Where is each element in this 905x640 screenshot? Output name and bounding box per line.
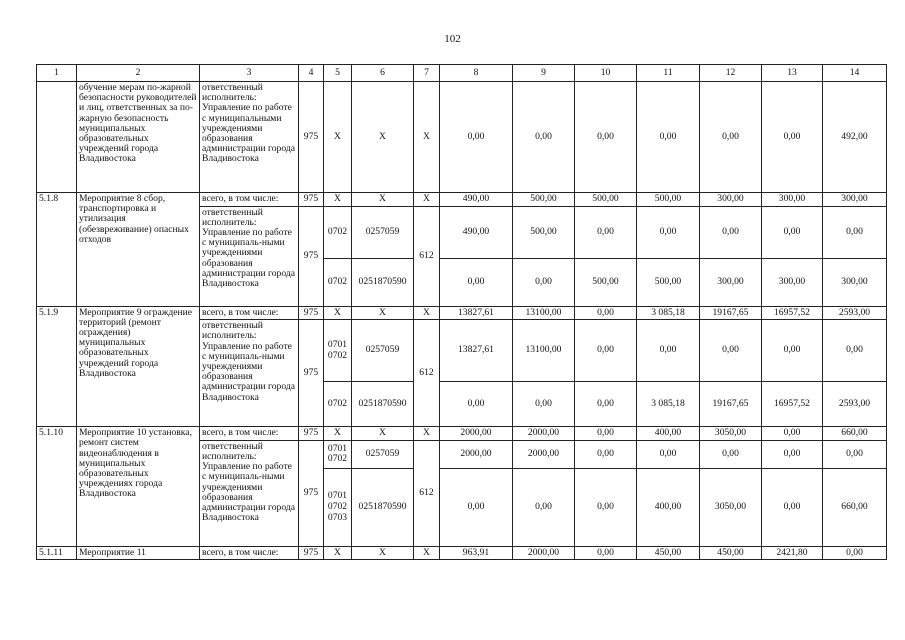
value-cell: 2000,00 (513, 440, 575, 468)
row-number: 5.1.9 (37, 306, 77, 427)
executor-cell: ответственный исполнитель: Управление по работе с муниципальными учреждениями образования администрации города Владивостока (200, 82, 299, 193)
value-cell: 2000,00 (513, 427, 575, 441)
code-line: 0702 (327, 500, 348, 512)
value-cell: 19167,65 (700, 306, 762, 320)
value-cell: 0,00 (762, 320, 823, 382)
code-cell: X (414, 427, 440, 441)
value-cell: 13827,61 (440, 320, 513, 382)
value-cell: 0,00 (575, 468, 637, 546)
total-label: всего, в том числе: (200, 306, 299, 320)
table-row (37, 427, 887, 441)
value-cell: 0,00 (440, 382, 513, 427)
value-cell: 0,00 (440, 468, 513, 546)
code-cell: 0702 (324, 382, 352, 427)
value-cell: 0,00 (513, 82, 575, 193)
value-cell: 0,00 (575, 320, 637, 382)
value-cell: 0,00 (700, 206, 762, 258)
table-row (37, 306, 887, 320)
value-cell: 490,00 (440, 193, 513, 207)
code-cell: 612 (414, 320, 440, 427)
executor-cell: ответственный исполнитель: Управление по работе с муниципаль-ными учреждениями образования администрации города Владивостока (200, 440, 299, 546)
code-cell: 975 (299, 427, 324, 441)
code-line: 0702 (327, 453, 348, 465)
value-cell: 400,00 (637, 468, 700, 546)
value-cell: 19167,65 (700, 382, 762, 427)
header-cell: 10 (575, 65, 637, 82)
code-cell: 975 (299, 320, 324, 427)
value-cell: 500,00 (637, 193, 700, 207)
code-cell (324, 468, 352, 546)
budget-table (36, 64, 887, 560)
value-cell: 0,00 (440, 258, 513, 306)
value-cell: 500,00 (513, 193, 575, 207)
header-cell: 6 (352, 65, 414, 82)
value-cell: 0,00 (700, 440, 762, 468)
header-cell: 8 (440, 65, 513, 82)
code-cell: X (414, 82, 440, 193)
value-cell: 13100,00 (513, 320, 575, 382)
value-cell: 16957,52 (762, 306, 823, 320)
code-cell: 612 (414, 206, 440, 306)
code-cell: X (324, 546, 352, 560)
executor-cell: ответственный исполнитель: Управление по работе с муниципаль-ными учреждениями образования администрации города Владивостока (200, 206, 299, 306)
header-cell: 3 (200, 65, 299, 82)
header-cell: 1 (37, 65, 77, 82)
value-cell: 300,00 (700, 258, 762, 306)
value-cell: 0,00 (440, 82, 513, 193)
value-cell: 450,00 (700, 546, 762, 560)
value-cell: 500,00 (575, 193, 637, 207)
value-cell: 450,00 (637, 546, 700, 560)
code-cell: 0251870590 (352, 258, 414, 306)
value-cell: 13100,00 (513, 306, 575, 320)
value-cell: 0,00 (513, 468, 575, 546)
header-cell: 14 (823, 65, 887, 82)
code-line: 0701 (327, 490, 348, 502)
value-cell: 0,00 (823, 546, 887, 560)
event-name: Мероприятие 11 (77, 546, 200, 560)
value-cell: 660,00 (823, 427, 887, 441)
value-cell: 300,00 (762, 193, 823, 207)
code-cell (324, 440, 352, 468)
header-cell: 9 (513, 65, 575, 82)
table-row (37, 82, 887, 193)
value-cell: 0,00 (762, 206, 823, 258)
value-cell: 2000,00 (440, 440, 513, 468)
code-cell: X (352, 306, 414, 320)
value-cell: 16957,52 (762, 382, 823, 427)
code-cell: 0251870590 (352, 382, 414, 427)
code-cell: 0257059 (352, 440, 414, 468)
executor-cell: ответственный исполнитель: Управление по работе с муниципаль-ными учреждениями образования администрации города Владивостока (200, 320, 299, 427)
event-name: обучение мерам по-жарной безопасности руководителей и лиц, ответственных за по-жарную безопасность муниципальных образовательных учреждений города Владивостока (77, 82, 200, 193)
code-cell: X (324, 193, 352, 207)
code-cell: 975 (299, 206, 324, 306)
code-cell: 0251870590 (352, 468, 414, 546)
code-cell: 0702 (324, 258, 352, 306)
value-cell: 490,00 (440, 206, 513, 258)
header-cell: 5 (324, 65, 352, 82)
header-cell: 7 (414, 65, 440, 82)
header-cell: 11 (637, 65, 700, 82)
code-cell: X (324, 427, 352, 441)
value-cell: 0,00 (575, 440, 637, 468)
total-label: всего, в том числе: (200, 427, 299, 441)
code-cell: 975 (299, 546, 324, 560)
code-cell: X (352, 427, 414, 441)
code-cell: X (414, 306, 440, 320)
code-line: 0702 (327, 349, 348, 361)
value-cell: 300,00 (762, 258, 823, 306)
value-cell: 2421,80 (762, 546, 823, 560)
code-cell: X (414, 193, 440, 207)
value-cell: 500,00 (575, 258, 637, 306)
event-name: Мероприятие 10 установка, ремонт систем видеонаблюдения в муниципальных образовательных учреждениях города Владивостока (77, 427, 200, 547)
value-cell: 0,00 (575, 306, 637, 320)
value-cell: 300,00 (823, 193, 887, 207)
value-cell: 2593,00 (823, 306, 887, 320)
code-line: 0701 (327, 442, 348, 454)
code-cell: X (324, 306, 352, 320)
value-cell: 0,00 (823, 320, 887, 382)
row-number: 5.1.8 (37, 193, 77, 307)
value-cell: 3050,00 (700, 468, 762, 546)
row-number: 5.1.10 (37, 427, 77, 547)
header-cell: 4 (299, 65, 324, 82)
value-cell: 3050,00 (700, 427, 762, 441)
total-label: всего, в том числе: (200, 193, 299, 207)
value-cell: 0,00 (575, 382, 637, 427)
value-cell: 0,00 (762, 468, 823, 546)
value-cell: 2000,00 (513, 546, 575, 560)
code-cell: X (352, 82, 414, 193)
code-cell: 0702 (324, 206, 352, 258)
table-row (37, 193, 887, 207)
value-cell: 0,00 (700, 82, 762, 193)
header-cell: 12 (700, 65, 762, 82)
header-cell: 2 (77, 65, 200, 82)
row-number (37, 82, 77, 193)
page-number: 102 (444, 33, 461, 45)
value-cell: 0,00 (823, 440, 887, 468)
value-cell: 300,00 (700, 193, 762, 207)
value-cell: 963,91 (440, 546, 513, 560)
value-cell: 0,00 (575, 82, 637, 193)
value-cell: 2593,00 (823, 382, 887, 427)
value-cell: 0,00 (637, 440, 700, 468)
code-cell: X (324, 82, 352, 193)
value-cell: 0,00 (637, 82, 700, 193)
value-cell: 0,00 (575, 546, 637, 560)
event-name: Мероприятие 9 ограждение территорий (ремонт ограждения) муниципальных образовательных учреждений города Владивостока (77, 306, 200, 427)
value-cell: 0,00 (700, 320, 762, 382)
value-cell: 0,00 (637, 206, 700, 258)
code-cell: X (352, 193, 414, 207)
table-row (37, 546, 887, 560)
value-cell: 492,00 (823, 82, 887, 193)
code-line: 0701 (327, 339, 348, 351)
code-cell: 975 (299, 193, 324, 207)
value-cell: 400,00 (637, 427, 700, 441)
value-cell: 0,00 (762, 82, 823, 193)
code-cell: 612 (414, 440, 440, 546)
value-cell: 0,00 (513, 382, 575, 427)
code-cell: 975 (299, 306, 324, 320)
code-cell: 0257059 (352, 320, 414, 382)
value-cell: 300,00 (823, 258, 887, 306)
value-cell: 2000,00 (440, 427, 513, 441)
event-name: Мероприятие 8 сбор, транспортировка и утилизация (обезвреживание) опасных отходов (77, 193, 200, 307)
total-label: всего, в том числе: (200, 546, 299, 560)
code-cell (324, 320, 352, 382)
value-cell: 0,00 (513, 258, 575, 306)
value-cell: 3 085,18 (637, 382, 700, 427)
value-cell: 13827,61 (440, 306, 513, 320)
header-cell: 13 (762, 65, 823, 82)
code-cell: 0257059 (352, 206, 414, 258)
value-cell: 0,00 (762, 440, 823, 468)
code-cell: X (414, 546, 440, 560)
value-cell: 500,00 (637, 258, 700, 306)
code-line: 0703 (327, 511, 348, 523)
value-cell: 0,00 (575, 427, 637, 441)
code-cell: 975 (299, 440, 324, 546)
header-row (37, 65, 887, 82)
row-number: 5.1.11 (37, 546, 77, 560)
value-cell: 0,00 (823, 206, 887, 258)
value-cell: 500,00 (513, 206, 575, 258)
code-cell: X (352, 546, 414, 560)
value-cell: 3 085,18 (637, 306, 700, 320)
value-cell: 0,00 (762, 427, 823, 441)
value-cell: 0,00 (575, 206, 637, 258)
code-cell: 975 (299, 82, 324, 193)
value-cell: 660,00 (823, 468, 887, 546)
value-cell: 0,00 (637, 320, 700, 382)
